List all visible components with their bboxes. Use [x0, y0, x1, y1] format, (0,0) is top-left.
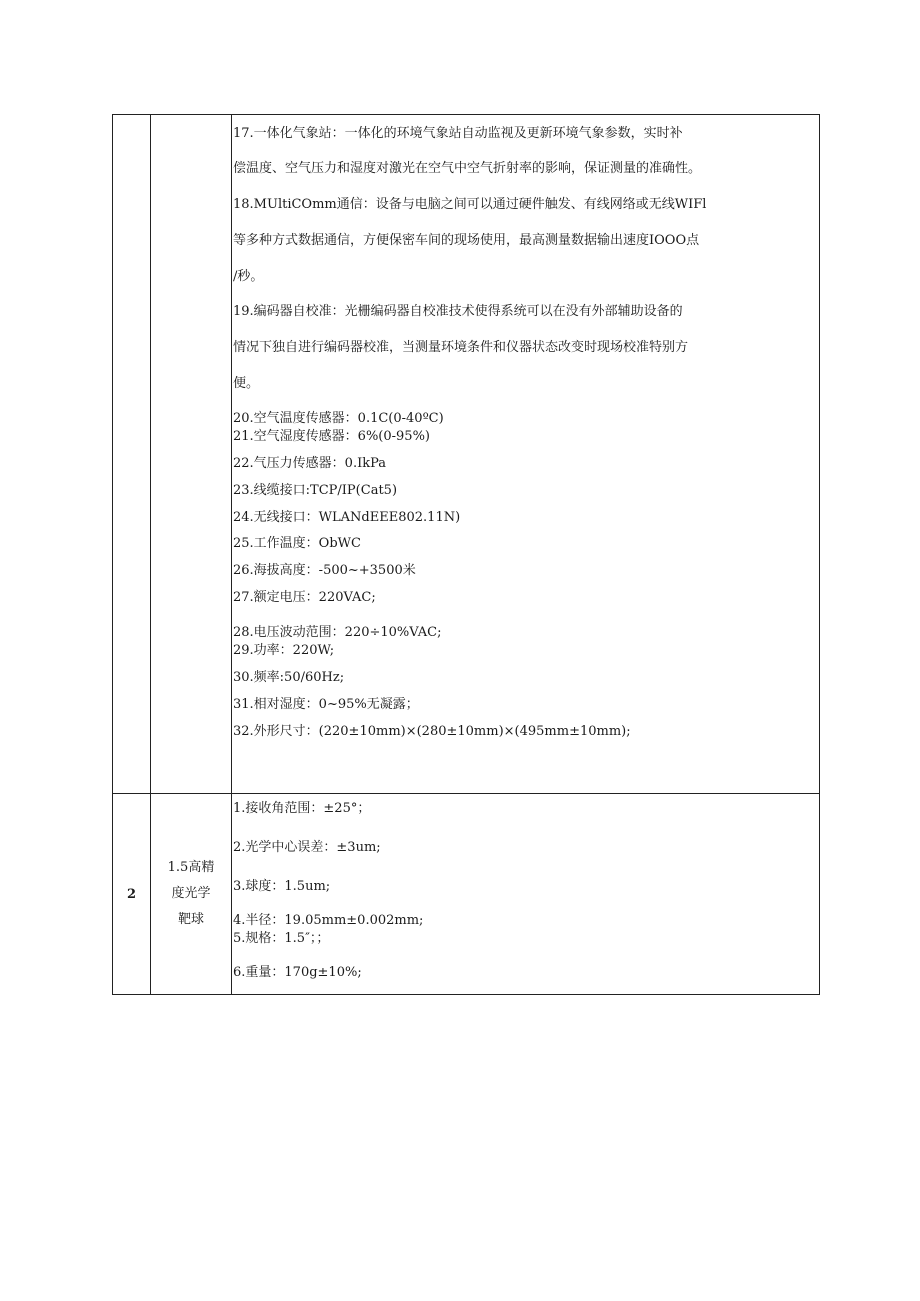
item-name-line: 靶球 [177, 912, 204, 927]
spec-line: 偿温度、空气压力和湿度对激光在空气中空气折射率的影响，保证测量的准确性。 [233, 161, 702, 176]
spec-line: 28.电压波动范围：220÷10%VAC; [233, 625, 442, 640]
item-name-line: 度光学 [171, 886, 211, 901]
spec-line: 24.无线接口：WLANdEEE802.11N) [233, 510, 461, 525]
spec-line: 等多种方式数据通信，方便保密车间的现场使用，最高测量数据输出速度IOOO点 [233, 233, 700, 248]
spec-line: 31.相对湿度：0~95%无凝露； [233, 697, 419, 712]
item-name-cell [151, 115, 232, 794]
spec-line: 25.工作温度：ObWC [233, 536, 361, 551]
spec-line: 30.频率:50/60Hz; [233, 670, 345, 685]
spec-line: 23.线缆接口:TCP/IP(Cat5) [233, 483, 398, 498]
spec-line: 4.半径：19.05mm±0.002mm; [233, 913, 424, 928]
spec-line: /秒。 [233, 269, 264, 284]
row-index-cell: 2 [113, 794, 151, 995]
spec-cell [232, 794, 820, 995]
spec-line: 6.重量：170g±10%; [233, 965, 362, 980]
spec-line: 1.接收角范围：±25°； [233, 801, 371, 816]
table-row [113, 115, 820, 794]
spec-line: 情况下独自进行编码器校准，当测量环境条件和仪器状态改变时现场校准特别方 [233, 340, 689, 355]
item-name-line: 1.5高精 [167, 860, 215, 875]
spec-line: 29.功率：220W; [233, 643, 335, 658]
spec-cell [232, 115, 820, 794]
spec-line: 26.海拔高度：-500~+3500米 [233, 563, 416, 578]
spec-line: 27.额定电压：220VAC; [233, 590, 376, 605]
spec-line: 3.球度：1.5um; [233, 879, 331, 894]
spec-line: 21.空气湿度传感器：6%(0-95%) [233, 429, 430, 444]
item-name-cell [151, 794, 232, 995]
table-row [113, 794, 820, 995]
spec-line: 22.气压力传感器：0.IkPa [233, 456, 387, 471]
spec-line: 17.一体化气象站：一体化的环境气象站自动监视及更新环境气象参数，实时补 [233, 126, 683, 141]
spec-table [112, 114, 820, 995]
row-index-cell [113, 115, 151, 794]
spec-line: 2.光学中心误差：±3um; [233, 840, 381, 855]
spec-line: 19.编码器自校准：光栅编码器自校准技术使得系统可以在没有外部辅助设备的 [233, 304, 683, 319]
spec-line: 18.MUltiCOmm通信：设备与电脑之间可以通过硬件触发、有线网络或无线WIFl [233, 197, 707, 212]
spec-line: 5.规格：1.5″；； [233, 931, 330, 946]
spec-line: 便。 [233, 376, 260, 391]
spec-line: 20.空气温度传感器：0.1C(0-40ºC) [233, 411, 444, 426]
spec-line: 32.外形尺寸：(220±10mm)×(280±10mm)×(495mm±10mm); [233, 724, 631, 739]
